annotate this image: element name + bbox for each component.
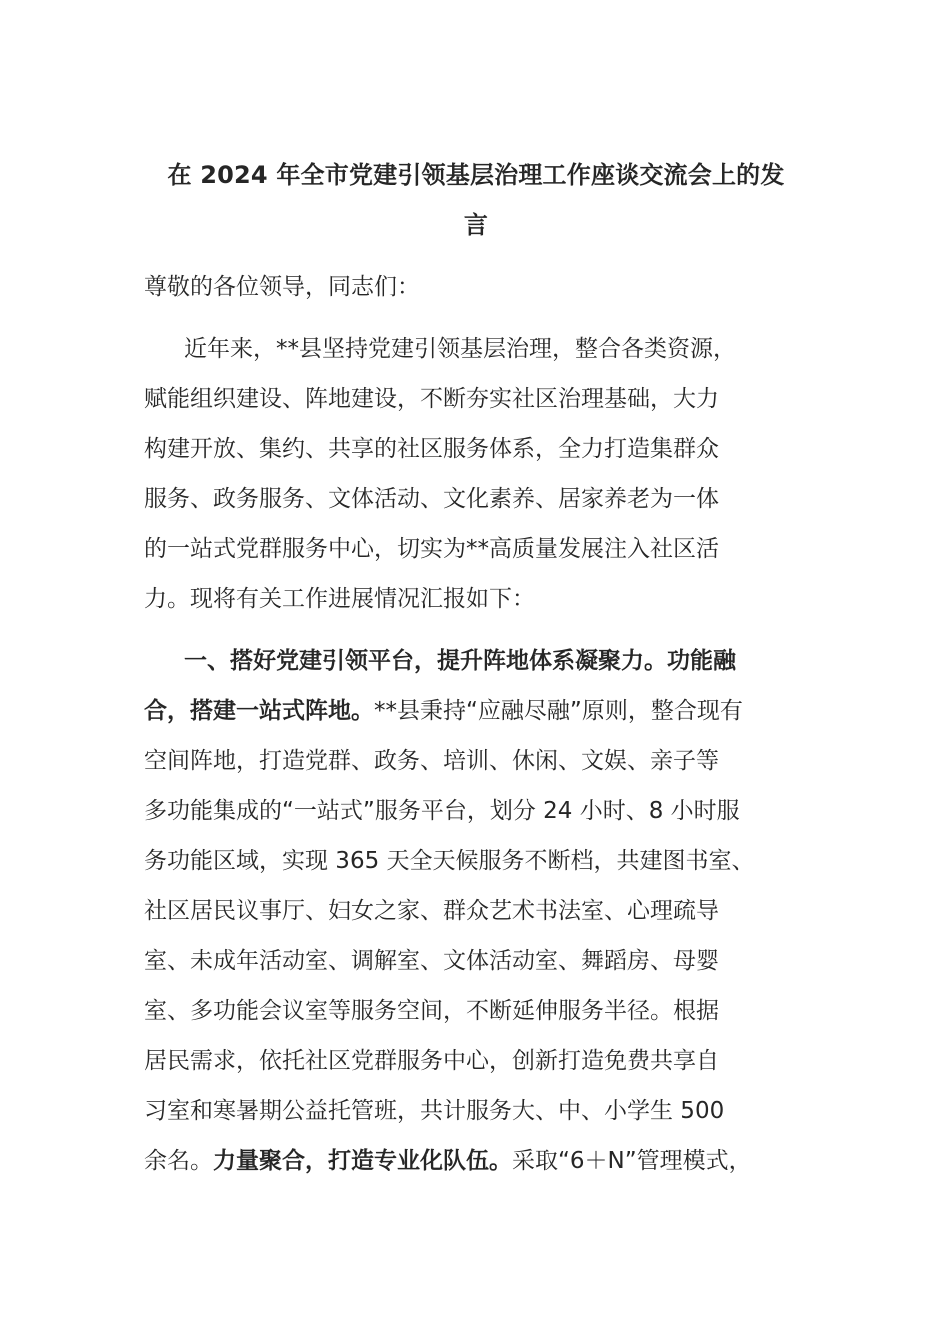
salutation: 尊敬的各位领导，同志们： <box>144 274 420 300</box>
section-1-text: 采取“6＋N”管理模式， <box>512 1148 752 1174</box>
section-1-line: 居民需求，依托社区党群服务中心，创新打造免费共享自 <box>144 1048 719 1074</box>
section-1-heading: 一、搭好党建引领平台，提升阵地体系凝聚力。功能融 <box>184 648 736 674</box>
intro-line: 的一站式党群服务中心，切实为**高质量发展注入社区活 <box>144 536 719 562</box>
intro-line: 服务、政务服务、文体活动、文化素养、居家养老为一体 <box>144 486 719 512</box>
section-1-line <box>144 686 808 736</box>
subheading-force-integration: 力量聚合，打造专业化队伍。 <box>213 1148 512 1174</box>
section-1-line: 社区居民议事厅、妇女之家、群众艺术书法室、心理疏导 <box>144 898 719 924</box>
intro-paragraph <box>144 324 808 624</box>
section-1-line: 室、未成年活动室、调解室、文体活动室、舞蹈房、母婴 <box>144 948 719 974</box>
intro-line: 力。现将有关工作进展情况汇报如下： <box>144 586 535 612</box>
document-body <box>144 150 808 1186</box>
section-1-line: 多功能集成的“一站式”服务平台，划分 24 小时、8 小时服 <box>144 798 740 824</box>
section-1-line <box>144 1136 808 1186</box>
intro-line: 近年来，**县坚持党建引领基层治理，整合各类资源， <box>184 336 736 362</box>
section-1-line: 室、多功能会议室等服务空间，不断延伸服务半径。根据 <box>144 998 719 1024</box>
document-title <box>144 150 808 250</box>
title-line-2: 言 <box>463 211 489 239</box>
subheading-function-integration: 合，搭建一站式阵地。 <box>144 698 374 724</box>
section-1-line: 空间阵地，打造党群、政务、培训、休闲、文娱、亲子等 <box>144 748 719 774</box>
intro-line: 构建开放、集约、共享的社区服务体系，全力打造集群众 <box>144 436 719 462</box>
section-1-paragraph <box>144 636 808 1186</box>
section-1-line: 习室和寒暑期公益托管班，共计服务大、中、小学生 500 <box>144 1098 725 1124</box>
section-1-text: **县秉持“应融尽融”原则，整合现有 <box>374 698 743 724</box>
section-1-text: 余名。 <box>144 1148 213 1174</box>
title-line-1: 在 2024 年全市党建引领基层治理工作座谈交流会上的发 <box>167 161 785 189</box>
intro-line: 赋能组织建设、阵地建设，不断夯实社区治理基础，大力 <box>144 386 719 412</box>
section-1-line: 务功能区域，实现 365 天全天候服务不断档，共建图书室、 <box>144 848 755 874</box>
